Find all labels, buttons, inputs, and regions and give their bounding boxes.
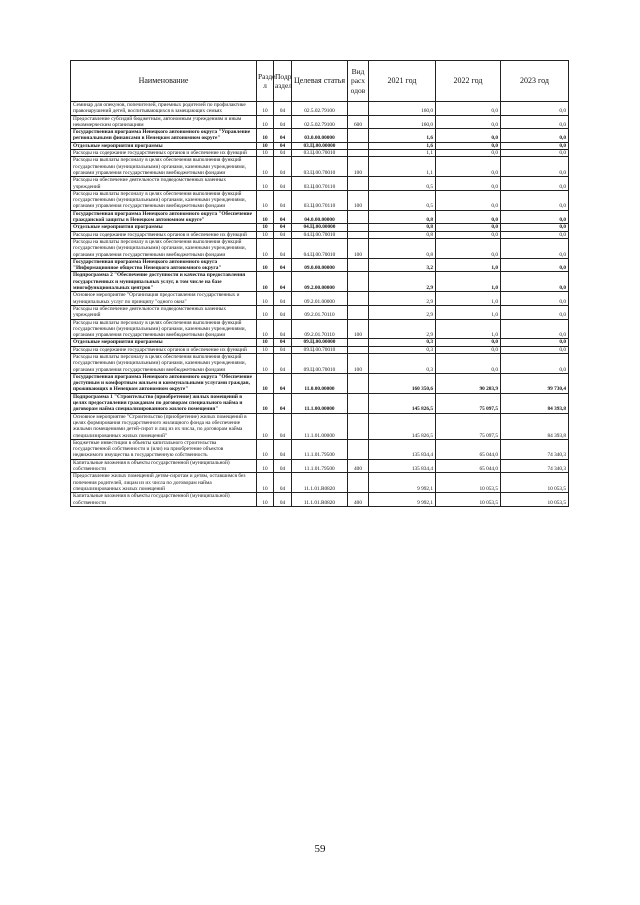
row-value-2021: 9 992,1: [369, 473, 436, 493]
table-row: [71, 272, 569, 292]
row-target-article: 04.Ц.00.70010: [292, 231, 348, 238]
row-value-2021: 2,9: [369, 292, 436, 306]
row-name: Семинар для опекунов, попечителей, приемных родителей по профилактике правонарушений детей, воспитывающихся в замещающих семьях: [71, 102, 257, 116]
row-target-article: 11.0.00.00000: [292, 373, 348, 393]
row-value-2023: 0,0: [501, 339, 569, 346]
row-value-2022: 1,0: [436, 272, 501, 292]
row-name: Расходы на обеспечение деятельности подведомственных казенных учреждений: [71, 177, 257, 191]
row-value-2022: 10 053,5: [436, 493, 501, 507]
row-expense-type: [348, 129, 369, 143]
row-value-2021: 1,6: [369, 142, 436, 149]
row-expense-type: [348, 142, 369, 149]
table-row: [71, 231, 569, 238]
row-razdel: 10: [257, 493, 274, 507]
row-expense-type: 100: [348, 157, 369, 177]
row-value-2021: 2,9: [369, 272, 436, 292]
row-razdel: 10: [257, 102, 274, 116]
row-expense-type: 100: [348, 319, 369, 339]
header-expense-type: Вид расх одов: [348, 61, 369, 102]
row-value-2022: 1,0: [436, 258, 501, 272]
row-value-2023: 0,0: [501, 305, 569, 319]
row-value-2021: 0,8: [369, 210, 436, 224]
table-row: [71, 339, 569, 346]
row-expense-type: 600: [348, 115, 369, 129]
row-podrazdel: 04: [274, 305, 292, 319]
row-value-2021: 1,1: [369, 157, 436, 177]
row-razdel: 10: [257, 439, 274, 459]
row-razdel: 10: [257, 393, 274, 413]
row-name: Подпрограмма 2 "Обеспечение доступности и качества предоставления государственных и муниципальных услуг, в том числе на базе многофункциональных центров": [71, 272, 257, 292]
row-target-article: 04.Ц.00.70010: [292, 238, 348, 258]
row-value-2022: 0,0: [436, 142, 501, 149]
row-target-article: 03.0.00.00000: [292, 129, 348, 143]
row-podrazdel: 04: [274, 210, 292, 224]
row-razdel: 10: [257, 319, 274, 339]
row-name: Основное мероприятие "Строительство (приобретение) жилых помещений в целях формирования государственного жилищного фонда на обеспечение жилыми помещениями детей-сирот и лиц из их числа, по договорам найма специализированных жилых помещений": [71, 413, 257, 439]
row-target-article: 11.1.01.00000: [292, 413, 348, 439]
row-razdel: 10: [257, 339, 274, 346]
row-podrazdel: 04: [274, 190, 292, 210]
row-razdel: 10: [257, 346, 274, 353]
header-year-2021: 2021 год: [369, 61, 436, 102]
table-row: [71, 393, 569, 413]
row-value-2023: 0,0: [501, 157, 569, 177]
row-razdel: 10: [257, 142, 274, 149]
row-value-2021: 145 826,5: [369, 413, 436, 439]
row-value-2021: 160,0: [369, 115, 436, 129]
row-value-2022: 0,0: [436, 210, 501, 224]
row-razdel: 10: [257, 150, 274, 157]
row-value-2022: 1,0: [436, 292, 501, 306]
row-value-2023: 74 340,3: [501, 439, 569, 459]
row-expense-type: 400: [348, 459, 369, 473]
row-podrazdel: 04: [274, 231, 292, 238]
row-name: Государственная программа Ненецкого автономного округа "Информационное общество Ненецкого автономного округа": [71, 258, 257, 272]
row-expense-type: 100: [348, 353, 369, 373]
row-podrazdel: 04: [274, 459, 292, 473]
row-target-article: 03.Ц.00.70110: [292, 177, 348, 191]
row-name: Расходы на выплаты персоналу в целях обеспечения выполнения функций государственными (муниципальными) органами, казенными учреждениями, органами управления государственными внебюджетными фондами: [71, 353, 257, 373]
table-row: [71, 459, 569, 473]
row-target-article: 03.Ц.00.70110: [292, 190, 348, 210]
row-value-2022: 0,0: [436, 190, 501, 210]
row-value-2021: 2,9: [369, 319, 436, 339]
row-podrazdel: 04: [274, 373, 292, 393]
row-name: Расходы на выплаты персоналу в целях обеспечения выполнения функций государственными (муниципальными) органами, казенными учреждениями, органами управления государственными внебюджетными фондами: [71, 190, 257, 210]
row-value-2022: 0,0: [436, 150, 501, 157]
table-row: [71, 177, 569, 191]
row-value-2022: 0,0: [436, 157, 501, 177]
row-value-2022: 0,0: [436, 177, 501, 191]
row-podrazdel: 04: [274, 150, 292, 157]
row-value-2023: 0,0: [501, 210, 569, 224]
row-value-2022: 0,0: [436, 115, 501, 129]
budget-table: [70, 60, 569, 507]
row-podrazdel: 04: [274, 224, 292, 231]
row-podrazdel: 04: [274, 177, 292, 191]
row-value-2023: 0,0: [501, 142, 569, 149]
row-value-2021: 3,2: [369, 258, 436, 272]
header-razdel: Разде л: [257, 61, 274, 102]
header-podrazdel: Подр аздел: [274, 61, 292, 102]
row-expense-type: [348, 305, 369, 319]
header-year-2023: 2023 год: [501, 61, 569, 102]
row-value-2022: 0,0: [436, 129, 501, 143]
table-row: [71, 439, 569, 459]
table-row: [71, 150, 569, 157]
table-row: [71, 292, 569, 306]
row-value-2021: 0,3: [369, 353, 436, 373]
row-expense-type: [348, 272, 369, 292]
row-value-2022: 0,0: [436, 224, 501, 231]
row-target-article: 11.1.01.R0820: [292, 493, 348, 507]
row-name: Расходы на содержание государственных органов и обеспечение их функций: [71, 150, 257, 157]
row-value-2022: 75 097,5: [436, 413, 501, 439]
table-header-row: [71, 61, 569, 102]
row-value-2023: 0,0: [501, 238, 569, 258]
row-value-2023: 0,0: [501, 150, 569, 157]
row-razdel: 10: [257, 292, 274, 306]
row-razdel: 10: [257, 272, 274, 292]
table-row: [71, 258, 569, 272]
row-target-article: 03.Ц.00.00000: [292, 142, 348, 149]
header-target-article: Целевая статья: [292, 61, 348, 102]
row-target-article: 02.5.02.79100: [292, 102, 348, 116]
row-value-2022: 0,0: [436, 238, 501, 258]
row-value-2023: 0,0: [501, 115, 569, 129]
row-name: Государственная программа Ненецкого автономного округа "Обеспечение гражданской защиты в Ненецком автономном округе": [71, 210, 257, 224]
row-value-2021: 0,5: [369, 190, 436, 210]
row-expense-type: [348, 177, 369, 191]
row-name: Подпрограмма 1 "Строительство (приобретение) жилых помещений в целях предоставления гражданам по договорам специального найма и договорам найма специализированного жилого помещения": [71, 393, 257, 413]
row-podrazdel: 04: [274, 238, 292, 258]
row-value-2021: 2,9: [369, 305, 436, 319]
row-value-2022: 10 053,5: [436, 473, 501, 493]
row-name: Бюджетные инвестиции в объекты капитального строительства государственной собственности и (или) на приобретение объектов недвижимого имущества в государственную собственность: [71, 439, 257, 459]
row-podrazdel: 04: [274, 413, 292, 439]
row-razdel: 10: [257, 459, 274, 473]
row-podrazdel: 04: [274, 473, 292, 493]
row-value-2023: 0,0: [501, 292, 569, 306]
row-value-2023: 0,0: [501, 102, 569, 116]
row-name: Основное мероприятие "Организация предоставления государственных и муниципальных услуг по принципу "одного окна": [71, 292, 257, 306]
row-value-2023: 99 730,4: [501, 373, 569, 393]
row-value-2022: 1,0: [436, 305, 501, 319]
row-target-article: 11.1.00.00000: [292, 393, 348, 413]
row-value-2022: 0,0: [436, 231, 501, 238]
row-name: Расходы на выплаты персоналу в целях обеспечения выполнения функций государственными (муниципальными) органами, казенными учреждениями, органами управления государственными внебюджетными фондами: [71, 319, 257, 339]
row-value-2023: 0,0: [501, 129, 569, 143]
row-name: Предоставление субсидий бюджетным, автономным учреждениям и иным некоммерческим организациям: [71, 115, 257, 129]
row-podrazdel: 04: [274, 346, 292, 353]
row-expense-type: 100: [348, 238, 369, 258]
header-year-2022: 2022 год: [436, 61, 501, 102]
row-expense-type: [348, 224, 369, 231]
row-razdel: 10: [257, 353, 274, 373]
row-value-2021: 135 834,4: [369, 439, 436, 459]
row-value-2022: 65 044,0: [436, 439, 501, 459]
row-name: Государственная программа Ненецкого автономного округа "Обеспечение доступным и комфортным жильем и коммунальными услугами граждан, проживающих в Ненецком автономном округе": [71, 373, 257, 393]
row-name: Капитальные вложения в объекты государственной (муниципальной) собственности: [71, 459, 257, 473]
row-value-2023: 0,0: [501, 258, 569, 272]
row-value-2023: 0,0: [501, 224, 569, 231]
row-target-article: 11.1.01.79500: [292, 459, 348, 473]
table-row: [71, 102, 569, 116]
row-target-article: 11.1.01.79500: [292, 439, 348, 459]
row-expense-type: [348, 339, 369, 346]
row-podrazdel: 04: [274, 493, 292, 507]
row-razdel: 10: [257, 177, 274, 191]
table-row: [71, 353, 569, 373]
row-value-2023: 0,0: [501, 231, 569, 238]
row-value-2023: 74 340,3: [501, 459, 569, 473]
row-value-2023: 0,0: [501, 190, 569, 210]
table-row: [71, 157, 569, 177]
table-row: [71, 413, 569, 439]
row-razdel: 10: [257, 129, 274, 143]
row-value-2022: 0,0: [436, 346, 501, 353]
row-value-2021: 1,6: [369, 129, 436, 143]
row-value-2021: 160 350,6: [369, 373, 436, 393]
row-target-article: 03.Ц.00.70010: [292, 150, 348, 157]
row-name: Отдельные мероприятия программы: [71, 224, 257, 231]
table-row: [71, 115, 569, 129]
page-number: 59: [314, 843, 326, 855]
row-podrazdel: 04: [274, 258, 292, 272]
row-podrazdel: 04: [274, 319, 292, 339]
row-value-2023: 0,0: [501, 272, 569, 292]
row-value-2021: 135 834,4: [369, 459, 436, 473]
row-expense-type: 400: [348, 493, 369, 507]
row-value-2022: 1,0: [436, 319, 501, 339]
row-value-2022: 75 097,5: [436, 393, 501, 413]
row-podrazdel: 04: [274, 272, 292, 292]
row-razdel: 10: [257, 258, 274, 272]
row-value-2021: 0,5: [369, 177, 436, 191]
table-row: [71, 493, 569, 507]
row-razdel: 10: [257, 231, 274, 238]
row-podrazdel: 04: [274, 157, 292, 177]
row-value-2023: 0,0: [501, 177, 569, 191]
table-row: [71, 190, 569, 210]
row-value-2021: 0,3: [369, 346, 436, 353]
row-expense-type: 100: [348, 190, 369, 210]
row-target-article: 09.0.00.00000: [292, 258, 348, 272]
row-value-2021: 0,8: [369, 238, 436, 258]
row-podrazdel: 04: [274, 353, 292, 373]
table-row: [71, 142, 569, 149]
row-name: Расходы на содержание государственных органов и обеспечение их функций: [71, 346, 257, 353]
row-expense-type: [348, 373, 369, 393]
row-target-article: 09.2.01.70110: [292, 319, 348, 339]
row-podrazdel: 04: [274, 115, 292, 129]
row-name: Отдельные мероприятия программы: [71, 339, 257, 346]
row-podrazdel: 04: [274, 142, 292, 149]
row-value-2023: 0,0: [501, 353, 569, 373]
row-target-article: 09.2.01.70110: [292, 305, 348, 319]
row-razdel: 10: [257, 238, 274, 258]
row-razdel: 10: [257, 224, 274, 231]
row-value-2023: 84 393,8: [501, 413, 569, 439]
table-row: [71, 305, 569, 319]
row-expense-type: [348, 210, 369, 224]
row-value-2021: 0,8: [369, 224, 436, 231]
row-value-2022: 0,0: [436, 339, 501, 346]
table-row: [71, 319, 569, 339]
table-row: [71, 129, 569, 143]
row-razdel: 10: [257, 115, 274, 129]
row-razdel: 10: [257, 473, 274, 493]
row-target-article: 11.1.01.R0820: [292, 473, 348, 493]
row-podrazdel: 04: [274, 339, 292, 346]
table-row: [71, 473, 569, 493]
row-value-2021: 145 826,5: [369, 393, 436, 413]
row-razdel: 10: [257, 373, 274, 393]
row-target-article: 09.Ц.00.00000: [292, 339, 348, 346]
row-expense-type: [348, 231, 369, 238]
row-name: Отдельные мероприятия программы: [71, 142, 257, 149]
row-expense-type: [348, 292, 369, 306]
row-value-2022: 0,0: [436, 353, 501, 373]
table-row: [71, 224, 569, 231]
row-expense-type: [348, 102, 369, 116]
row-expense-type: [348, 473, 369, 493]
row-name: Государственная программа Ненецкого автономного округа "Управление региональными финансами в Ненецком автономном округе": [71, 129, 257, 143]
row-target-article: 09.Ц.00.70010: [292, 353, 348, 373]
row-value-2023: 0,0: [501, 346, 569, 353]
row-name: Расходы на выплаты персоналу в целях обеспечения выполнения функций государственными (муниципальными) органами, казенными учреждениями, органами управления государственными внебюджетными фондами: [71, 238, 257, 258]
row-target-article: 02.5.02.79100: [292, 115, 348, 129]
row-expense-type: [348, 439, 369, 459]
row-razdel: 10: [257, 190, 274, 210]
row-expense-type: [348, 413, 369, 439]
row-value-2023: 84 393,8: [501, 393, 569, 413]
row-podrazdel: 04: [274, 129, 292, 143]
table-row: [71, 238, 569, 258]
row-target-article: 03.Ц.00.70010: [292, 157, 348, 177]
row-value-2021: 160,0: [369, 102, 436, 116]
row-expense-type: [348, 346, 369, 353]
row-target-article: 04.0.00.00000: [292, 210, 348, 224]
row-target-article: 09.2.01.00000: [292, 292, 348, 306]
header-name: Наименование: [71, 61, 257, 102]
row-podrazdel: 04: [274, 102, 292, 116]
row-target-article: 04.Ц.00.00000: [292, 224, 348, 231]
row-expense-type: [348, 258, 369, 272]
row-value-2021: 1,1: [369, 150, 436, 157]
row-expense-type: [348, 150, 369, 157]
row-podrazdel: 04: [274, 439, 292, 459]
row-razdel: 10: [257, 305, 274, 319]
row-expense-type: [348, 393, 369, 413]
row-target-article: 09.Ц.00.70010: [292, 346, 348, 353]
row-value-2022: 65 044,0: [436, 459, 501, 473]
row-value-2021: 9 992,1: [369, 493, 436, 507]
row-value-2023: 10 053,5: [501, 473, 569, 493]
row-podrazdel: 04: [274, 393, 292, 413]
row-name: Расходы на обеспечение деятельности подведомственных казенных учреждений: [71, 305, 257, 319]
row-value-2022: 0,0: [436, 102, 501, 116]
table-row: [71, 346, 569, 353]
table-row: [71, 210, 569, 224]
row-value-2021: 0,8: [369, 231, 436, 238]
table-row: [71, 373, 569, 393]
row-name: Расходы на содержание государственных органов и обеспечение их функций: [71, 231, 257, 238]
row-razdel: 10: [257, 157, 274, 177]
row-razdel: 10: [257, 210, 274, 224]
row-name: Капитальные вложения в объекты государственной (муниципальной) собственности: [71, 493, 257, 507]
row-value-2021: 0,3: [369, 339, 436, 346]
row-value-2023: 0,0: [501, 319, 569, 339]
row-value-2022: 90 203,9: [436, 373, 501, 393]
row-podrazdel: 04: [274, 292, 292, 306]
row-name: Предоставление жилых помещений детям-сиротам и детям, оставшимся без попечения родителей, лицам из их числа по договорам найма специализированных жилых помещений: [71, 473, 257, 493]
row-value-2023: 10 053,5: [501, 493, 569, 507]
row-razdel: 10: [257, 413, 274, 439]
row-target-article: 09.2.00.00000: [292, 272, 348, 292]
row-name: Расходы на выплаты персоналу в целях обеспечения выполнения функций государственными (муниципальными) органами, казенными учреждениями, органами управления государственными внебюджетными фондами: [71, 157, 257, 177]
